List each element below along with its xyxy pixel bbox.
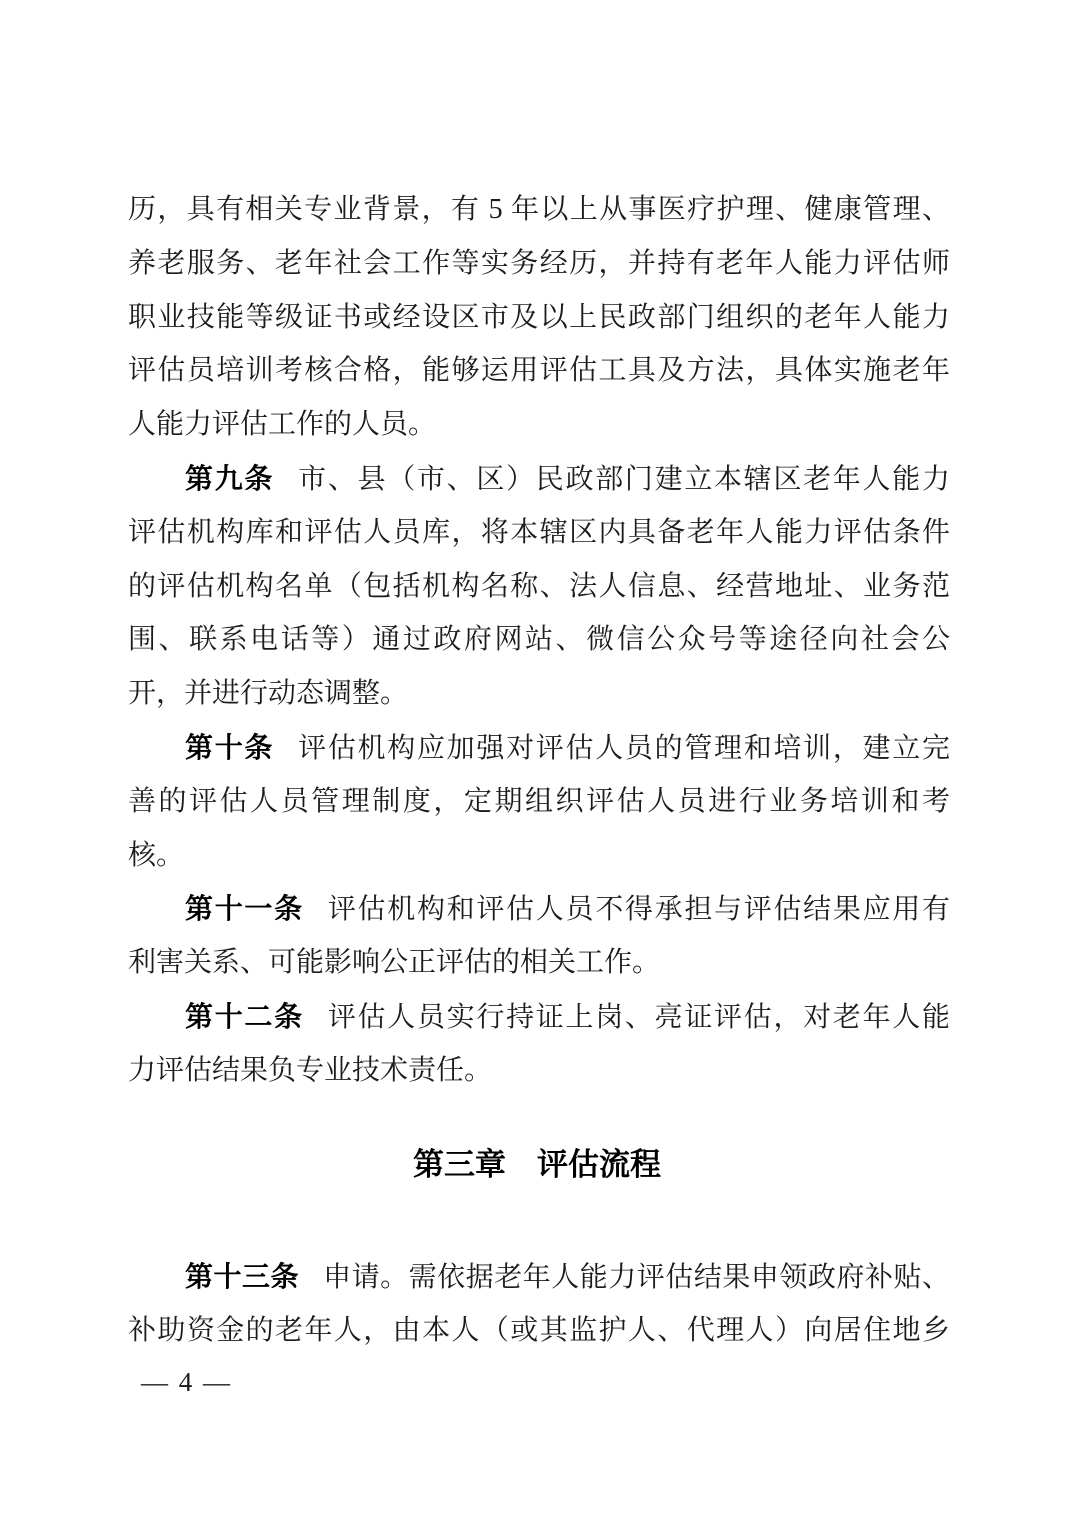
document-body <box>128 183 950 1098</box>
article-12-line-1 <box>128 990 950 1044</box>
article-9-line-2: 评估机构库和评估人员库，将本辖区内具备老年人能力评估条件 <box>128 516 950 548</box>
article-12-line-2: 力评估结果负专业技术责任。 <box>128 1054 493 1086</box>
article-9-number: 第九条 <box>185 462 275 494</box>
article-10-line-3: 核。 <box>128 839 185 871</box>
article-13-line-2: 补助资金的老年人，由本人（或其监护人、代理人）向居住地乡 <box>128 1314 950 1346</box>
continuation-line-2: 养老服务、老年社会工作等实务经历，并持有老年人能力评估师 <box>128 247 950 279</box>
article-12-text-1: 评估人员实行持证上岗、亮证评估，对老年人能 <box>327 1001 950 1033</box>
article-9-line-1 <box>128 452 950 506</box>
article-13-text-1: 申请。需依据老年人能力评估结果申领政府补贴、 <box>323 1262 950 1293</box>
article-12-number: 第十二条 <box>185 1000 304 1032</box>
continuation-line-3: 职业技能等级证书或经设区市及以上民政部门组织的老年人能力 <box>128 301 950 333</box>
article-11-line-2: 利害关系、可能影响公正评估的相关工作。 <box>128 947 661 979</box>
chapter-3-heading: 第三章 评估流程 <box>413 1147 661 1182</box>
article-10-line-2: 善的评估人员管理制度，定期组织评估人员进行业务培训和考 <box>128 785 950 817</box>
article-11-line-1 <box>128 882 950 936</box>
page-number: — 4 — <box>141 1367 232 1397</box>
continuation-line-4: 评估员培训考核合格，能够运用评估工具及方法，具体实施老年 <box>128 355 950 387</box>
article-13-line-1 <box>128 1250 950 1304</box>
article-13-number: 第十三条 <box>185 1261 300 1292</box>
article-10-line-1 <box>128 721 950 775</box>
document-body-lower <box>128 1250 950 1358</box>
article-11-text-1: 评估机构和评估人员不得承担与评估结果应用有 <box>327 894 950 926</box>
continuation-line-5: 人能力评估工作的人员。 <box>128 409 437 441</box>
article-9-text-1: 市、县（市、区）民政部门建立本辖区老年人能力 <box>298 463 950 495</box>
article-11-number: 第十一条 <box>185 893 304 925</box>
article-9-line-5: 开，并进行动态调整。 <box>128 678 409 710</box>
article-10-number: 第十条 <box>185 731 275 763</box>
article-10-text-1: 评估机构应加强对评估人员的管理和培训，建立完 <box>298 732 950 764</box>
article-9-line-4: 围、联系电话等）通过政府网站、微信公众号等途径向社会公 <box>128 624 950 656</box>
continuation-line-1: 历，具有相关专业背景，有 5 年以上从事医疗护理、健康管理、 <box>128 194 950 225</box>
article-9-line-3: 的评估机构名单（包括机构名称、法人信息、经营地址、业务范 <box>128 570 950 602</box>
